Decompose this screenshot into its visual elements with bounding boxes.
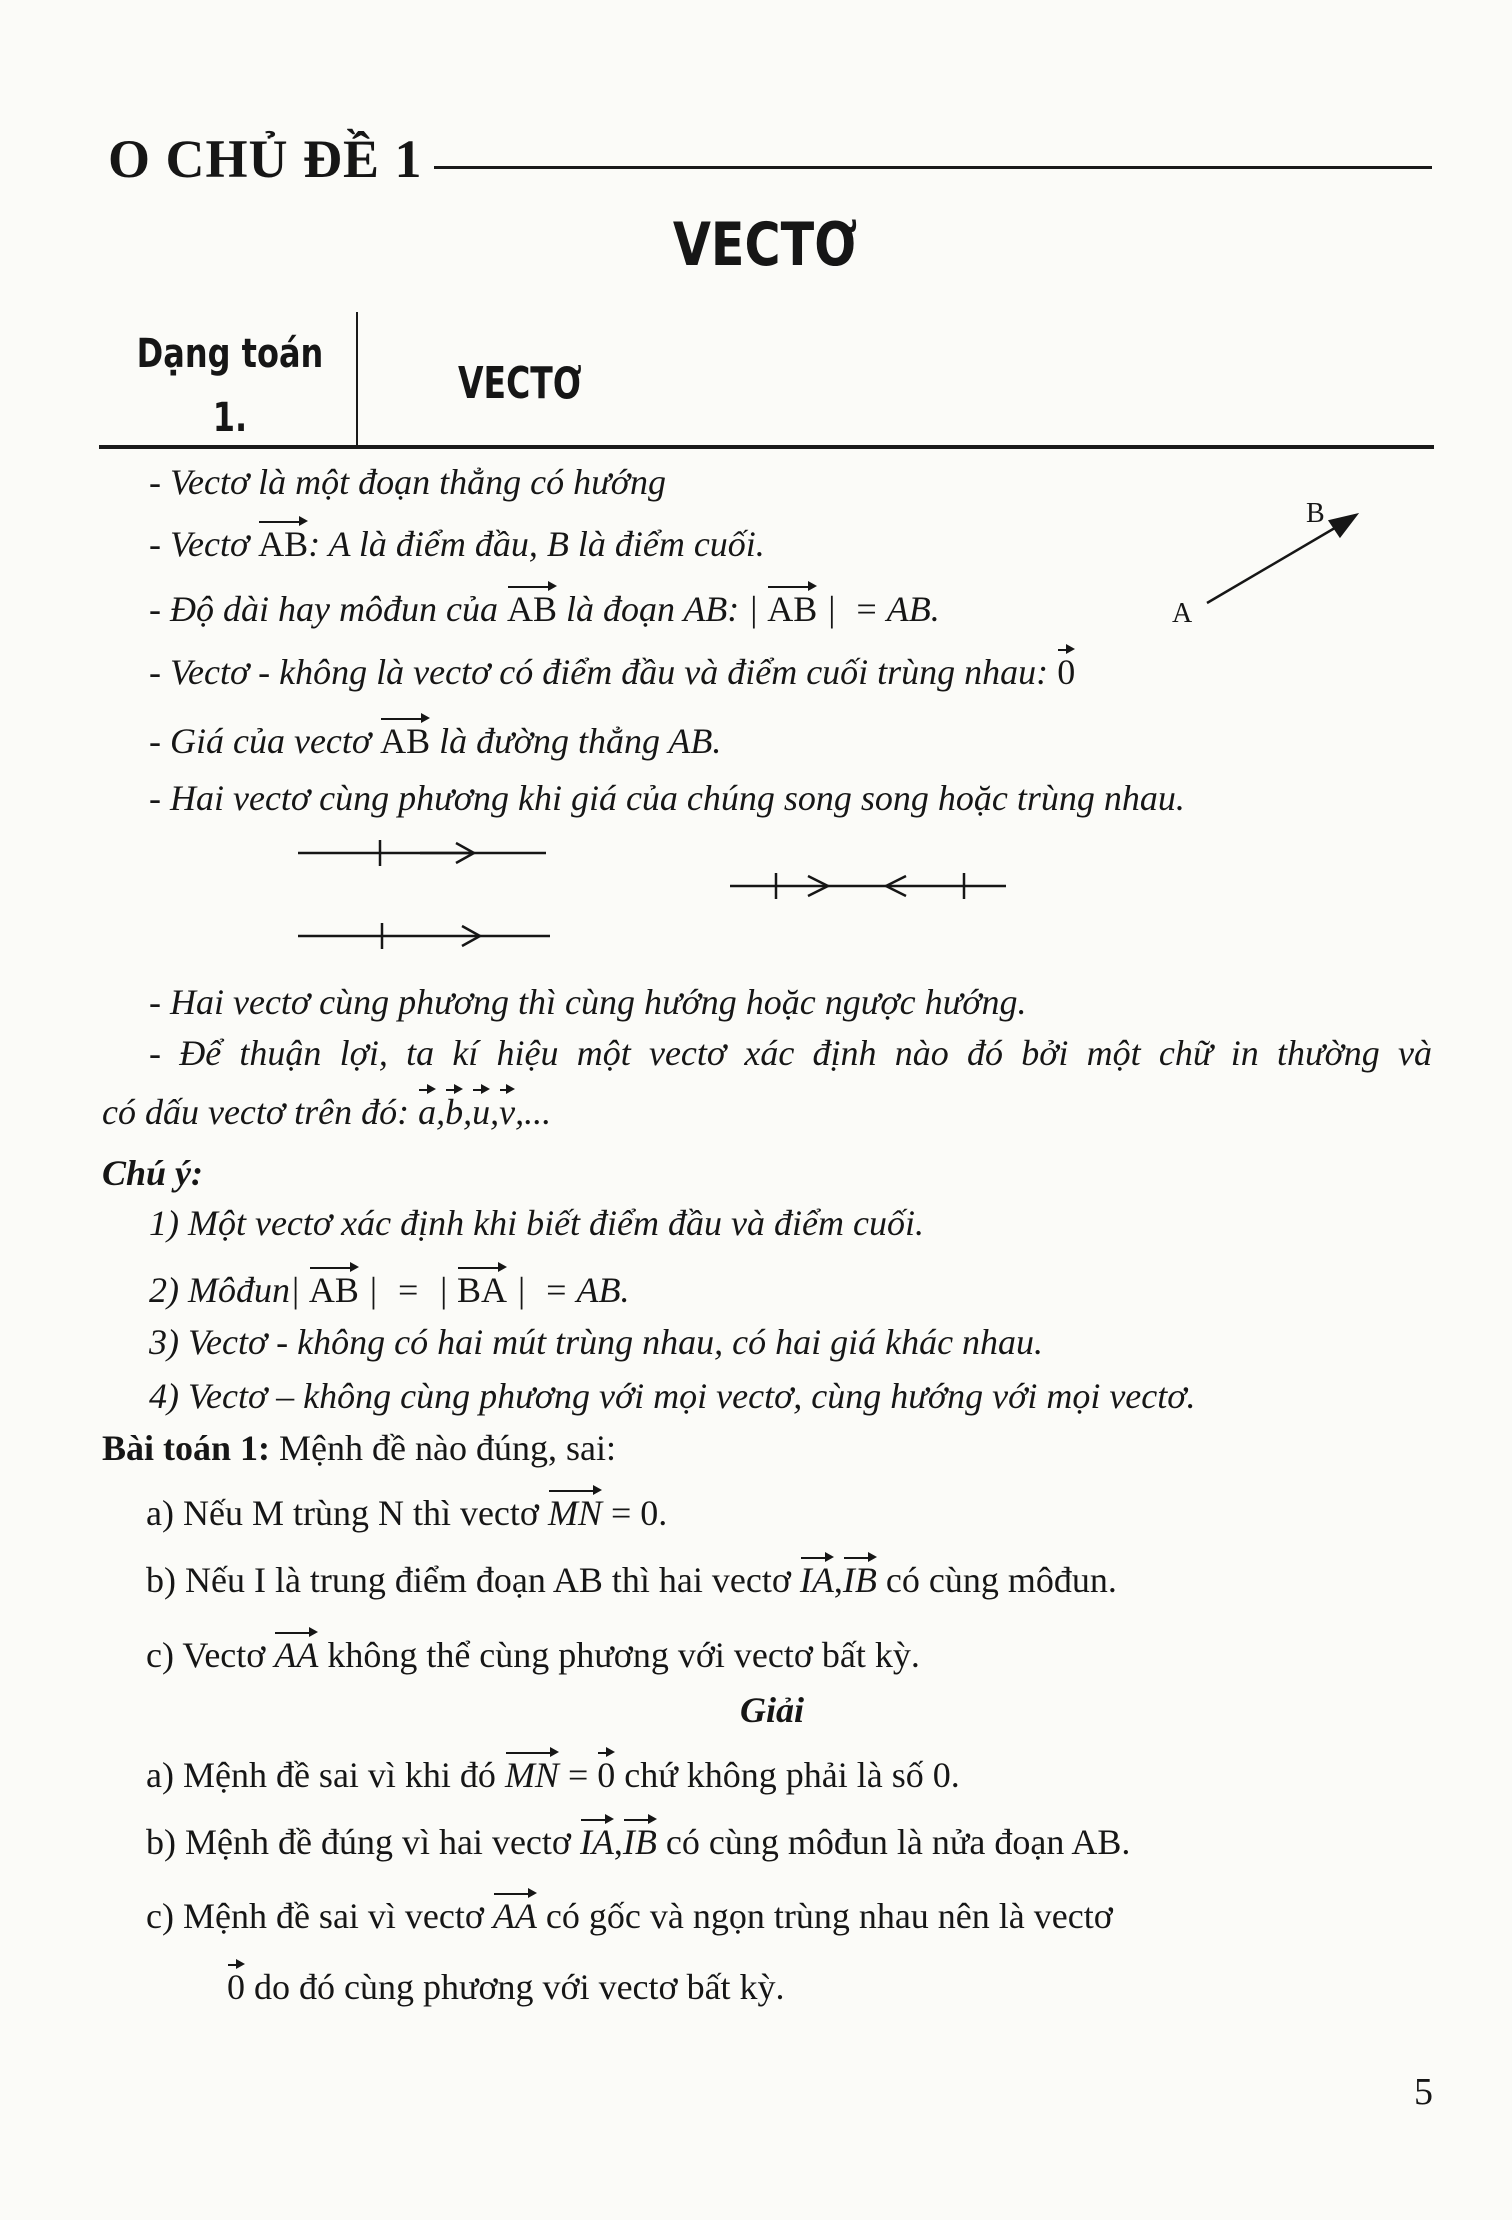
text-segment: có dấu vectơ trên đó: <box>102 1092 419 1132</box>
text-line <box>149 522 765 566</box>
text-line <box>149 719 721 763</box>
text-line <box>149 1320 1043 1364</box>
text-line <box>146 1894 1113 1938</box>
text-line <box>146 1633 920 1677</box>
vector-ab-diagram <box>1172 498 1356 629</box>
vector-symbol: AB <box>258 524 309 564</box>
text-segment: , <box>463 1092 473 1132</box>
text-segment: có gốc và ngọn trùng nhau nên là vectơ <box>536 1896 1113 1936</box>
arrowhead-icon <box>1330 515 1356 536</box>
text-segment: là đoạn AB: <box>556 589 749 629</box>
text-segment: do đó cùng phương với vectơ bất kỳ. <box>245 1967 785 2007</box>
text-segment: có cùng môđun. <box>876 1560 1117 1600</box>
vector-symbol: AB <box>308 1270 359 1310</box>
vector-symbol: MN <box>547 1493 602 1533</box>
text-segment: 4) Vectơ – không cùng phương với mọi vectơ, cùng hướng với mọi vectơ. <box>149 1376 1196 1416</box>
text-segment: - Vectơ - không là vectơ có điểm đầu và điểm cuối trùng nhau: <box>149 652 1058 692</box>
vector-symbol: 0 <box>227 1967 245 2007</box>
text-line <box>102 1090 551 1134</box>
vector-symbol: AB <box>380 721 431 761</box>
vector-symbol: IA <box>799 1560 834 1600</box>
text-line <box>146 1558 1117 1602</box>
text-line <box>149 1201 924 1245</box>
text-segment: - Hai vectơ cùng phương thì cùng hướng hoặc ngược hướng. <box>149 982 1027 1022</box>
text-segment: a) Mệnh đề sai vì khi đó <box>146 1755 505 1795</box>
vector-symbol: AA <box>274 1635 319 1675</box>
text-segment: ,... <box>515 1092 552 1132</box>
exercise-label: Bài toán 1: <box>102 1428 271 1468</box>
vector-symbol: MN <box>504 1755 559 1795</box>
point-b-label: B <box>1306 498 1325 529</box>
text-line <box>149 587 940 631</box>
text-segment: chứ không phải là số 0. <box>615 1755 960 1795</box>
text-segment: Giải <box>740 1690 805 1730</box>
text-segment: b) Mệnh đề đúng vì hai vectơ <box>146 1822 580 1862</box>
text-segment: | = AB. <box>817 589 940 629</box>
parallel-vectors-figure <box>298 840 1006 949</box>
vector-symbol: IB <box>622 1822 657 1862</box>
text-segment: Mệnh đề nào đúng, sai: <box>270 1428 616 1468</box>
text-segment: có cùng môđun là nửa đoạn AB. <box>656 1822 1131 1862</box>
vector-ab-line <box>1207 522 1345 603</box>
text-segment: 2) Môđun| <box>149 1270 309 1310</box>
chapter-heading: O CHỦ ĐỀ 1 <box>108 129 423 189</box>
vector-symbol: b <box>445 1092 464 1132</box>
text-line <box>227 1965 785 2009</box>
text-line <box>146 1820 1130 1864</box>
text-line <box>149 650 1075 694</box>
text-line <box>149 1268 630 1312</box>
text-segment: Chú ý: <box>102 1153 204 1193</box>
text-segment: 1) Một vectơ xác định khi biết điểm đầu và điểm cuối. <box>149 1203 924 1243</box>
form-type-topic: VECTƠ <box>458 358 582 409</box>
text-line <box>149 980 1026 1024</box>
vector-symbol: BA <box>456 1270 507 1310</box>
text-segment: 3) Vectơ - không có hai mút trùng nhau, có hai giá khác nhau. <box>149 1322 1044 1362</box>
text-segment: là đường thẳng AB. <box>430 721 722 761</box>
text-segment: = 0. <box>601 1493 668 1533</box>
text-segment: - Hai vectơ cùng phương khi giá của chúng song song hoặc trùng nhau. <box>149 778 1185 818</box>
text-segment: a) Nếu M trùng N thì vectơ <box>146 1493 548 1533</box>
vector-symbol: u <box>472 1092 491 1132</box>
text-segment: - Độ dài hay môđun của <box>149 589 507 629</box>
text-line <box>146 1491 667 1535</box>
text-segment: không thể cùng phương với vectơ bất kỳ. <box>318 1635 920 1675</box>
text-line <box>102 1151 203 1195</box>
text-segment: c) Vectơ <box>146 1635 275 1675</box>
text-segment: | = AB. <box>507 1270 630 1310</box>
text-line <box>740 1688 804 1732</box>
vector-symbol: v <box>499 1092 516 1132</box>
text-segment: = <box>558 1755 598 1795</box>
text-segment: c) Mệnh đề sai vì vectơ <box>146 1896 493 1936</box>
form-type-number: 1. <box>212 395 248 441</box>
text-segment: | <box>748 589 768 629</box>
vector-symbol: IB <box>842 1560 877 1600</box>
vector-symbol: AA <box>492 1896 537 1936</box>
text-segment: , <box>436 1092 446 1132</box>
text-line <box>149 1374 1195 1418</box>
vector-symbol: a <box>418 1092 437 1132</box>
text-segment: | = | <box>358 1270 457 1310</box>
text-segment: , <box>833 1560 843 1600</box>
text-line <box>102 1426 616 1470</box>
text-segment: b) Nếu I là trung điểm đoạn AB thì hai vectơ <box>146 1560 800 1600</box>
text-segment: , <box>490 1092 500 1132</box>
text-segment: , <box>613 1822 623 1862</box>
text-line <box>146 1753 960 1797</box>
text-line <box>149 776 1185 820</box>
text-segment: - Vectơ <box>149 524 259 564</box>
vector-symbol: AB <box>506 589 557 629</box>
text-segment: - Giá của vectơ <box>149 721 381 761</box>
text-segment: - Để thuận lợi, ta kí hiệu một vectơ xác định nào đó bởi một chữ in thường và <box>149 1033 1432 1073</box>
vector-symbol: IA <box>579 1822 614 1862</box>
vector-symbol: 0 <box>1057 652 1076 692</box>
text-segment: - Vectơ là một đoạn thẳng có hướng <box>149 462 666 502</box>
vector-symbol: 0 <box>597 1755 616 1795</box>
text-line <box>149 1031 1432 1075</box>
text-segment: : A là điểm đầu, B là điểm cuối. <box>308 524 765 564</box>
page-title: VECTƠ <box>672 210 858 280</box>
form-type-label-line1: Dạng toán <box>136 331 324 377</box>
text-line <box>149 460 666 504</box>
page-number: 5 <box>1414 2071 1433 2113</box>
vector-symbol: AB <box>767 589 818 629</box>
point-a-label: A <box>1172 598 1193 629</box>
